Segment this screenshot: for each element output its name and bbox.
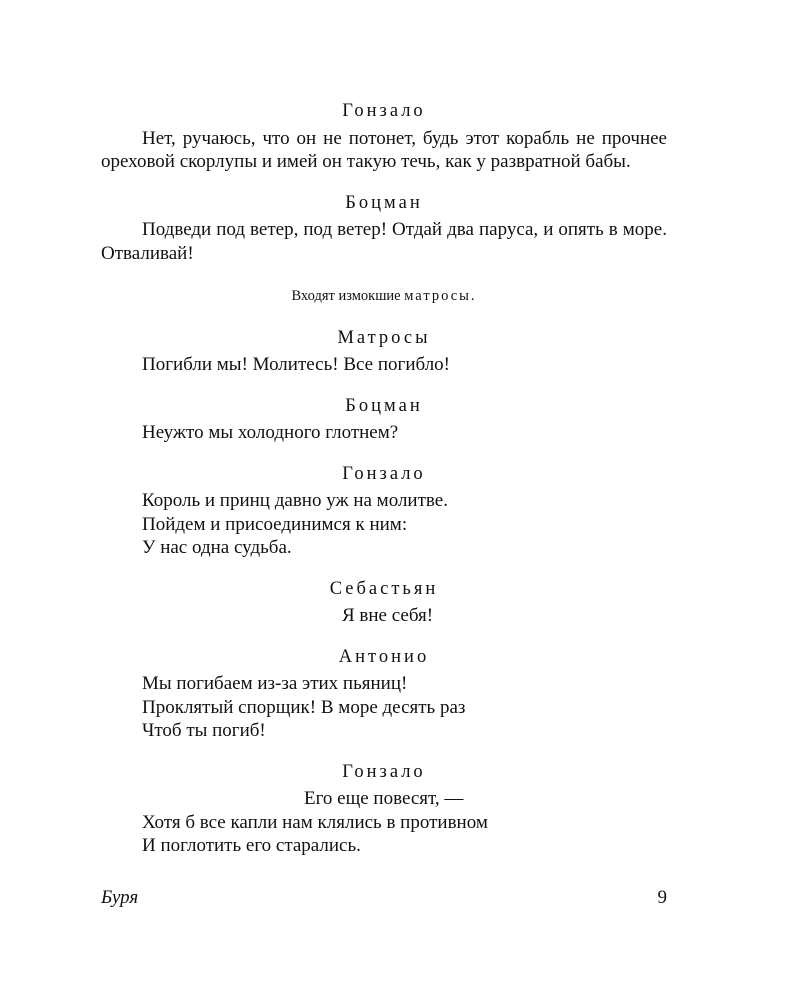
speech-verse <box>101 672 667 743</box>
speaker-name: Боцман <box>345 192 423 213</box>
speaker-name: Антонио <box>338 646 430 667</box>
speech-prose: Подведи под ветер, под ветер! Отдай два паруса, и опять в море. Отваливай! <box>101 219 667 264</box>
page-body <box>101 100 667 858</box>
stage-direction <box>101 285 667 309</box>
verse-line: Я вне себя! <box>342 605 434 626</box>
speech-verse <box>101 353 667 377</box>
speaker-name: Матросы <box>337 327 431 348</box>
verse-line: Пойдем и присоединимся к ним: <box>142 513 408 535</box>
stage-direction-actors: матросы. <box>404 288 477 304</box>
verse-line: У нас одна судьба. <box>142 537 292 558</box>
verse-line: Мы погибаем из-за этих пьяниц! <box>142 673 408 694</box>
verse-line: Король и принц давно уж на молитве. <box>142 490 448 511</box>
running-title: Буря <box>101 887 139 908</box>
verse-line: Хотя б все капли нам клялись в противном <box>142 811 488 833</box>
speech-prose: Нет, ручаюсь, что он не потонет, будь этот корабль не прочнее ореховой скорлупы и имей он такую течь, как у развратной бабы. <box>101 127 667 172</box>
verse-line: Проклятый спорщик! В море десять раз <box>142 696 466 718</box>
stage-direction-text: Входят измокшие <box>291 288 401 304</box>
speaker-name: Гонзало <box>342 101 426 121</box>
page-number: 9 <box>657 887 667 908</box>
verse-line: Чтоб ты погиб! <box>142 720 266 741</box>
verse-line: И поглотить его старались. <box>142 835 361 856</box>
verse-line: Его еще повесят, — <box>304 788 464 809</box>
speech-verse <box>101 604 667 628</box>
speaker-name: Себастьян <box>329 578 439 599</box>
speech-verse <box>101 421 667 445</box>
speaker-name: Гонзало <box>342 463 426 484</box>
speaker-name: Гонзало <box>342 761 426 782</box>
verse-line: Неужто мы холодного глотнем? <box>142 422 399 443</box>
speaker-name: Боцман <box>345 395 423 416</box>
speech-verse <box>101 787 667 858</box>
verse-line: Погибли мы! Молитесь! Все погибло! <box>142 354 450 375</box>
speech-verse <box>101 489 667 560</box>
